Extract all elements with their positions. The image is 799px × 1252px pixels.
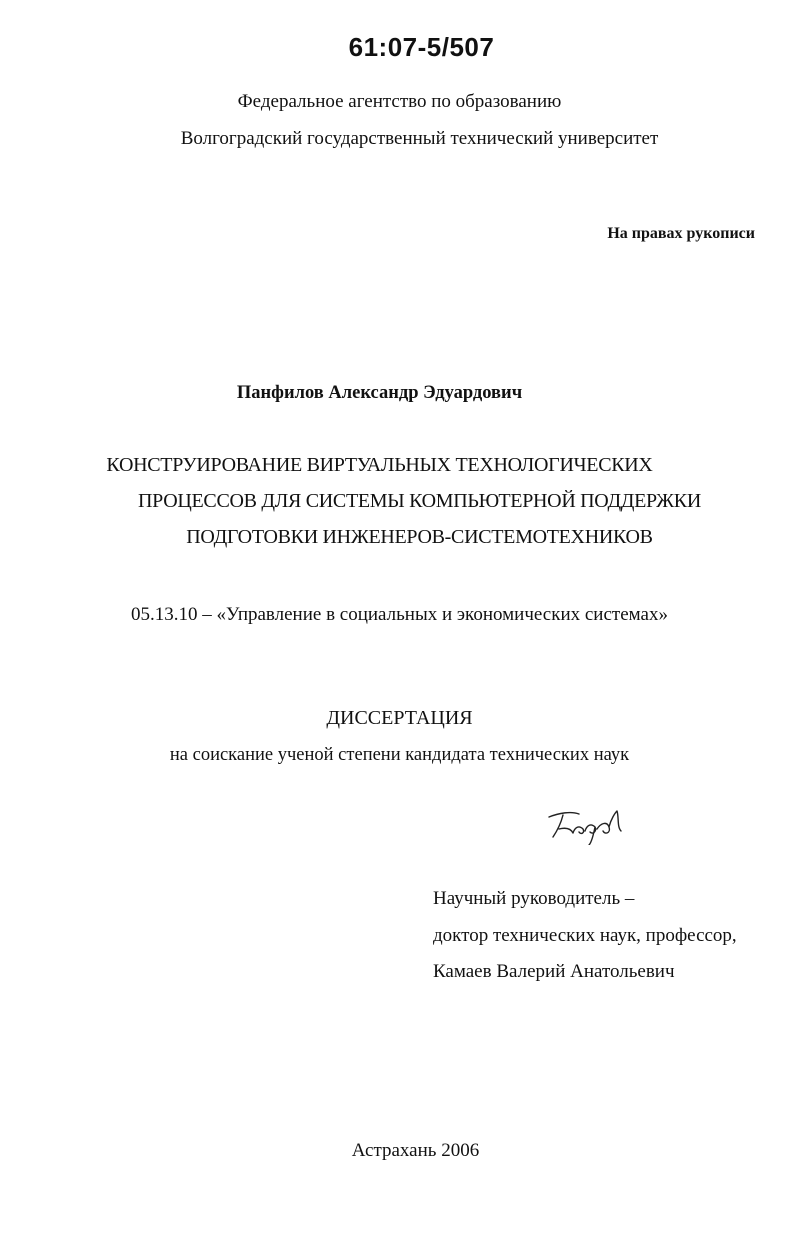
dissertation-title-line: ПРОЦЕССОВ ДЛЯ СИСТЕМЫ КОМПЬЮТЕРНОЙ ПОДДЕРЖКИ — [138, 490, 701, 512]
catalog-number: 61:07-5/507 — [348, 32, 495, 62]
specialty-code: 05.13.10 – «Управление в социальных и экономических системах» — [131, 604, 668, 625]
degree-line: на соискание ученой степени кандидата технических наук — [169, 745, 630, 765]
signature-stroke — [549, 811, 621, 845]
agency-name: Федеральное агентство по образованию — [237, 91, 562, 112]
advisor-role: Научный руководитель – — [433, 888, 635, 909]
university-name: Волгоградский государственный технический университет — [180, 128, 659, 149]
dissertation-title-line: ПОДГОТОВКИ ИНЖЕНЕРОВ-СИСТЕМОТЕХНИКОВ — [186, 526, 653, 548]
dissertation-title-line: КОНСТРУИРОВАНИЕ ВИРТУАЛЬНЫХ ТЕХНОЛОГИЧЕСКИХ — [106, 454, 653, 476]
advisor-credentials: доктор технических наук, профессор, — [433, 925, 737, 946]
manuscript-rights-label: На правах рукописи — [607, 225, 755, 242]
author-signature — [545, 805, 625, 845]
advisor-name: Камаев Валерий Анатольевич — [433, 961, 675, 982]
document-type: ДИССЕРТАЦИЯ — [326, 707, 473, 729]
city-year: Астрахань 2006 — [351, 1140, 480, 1161]
author-name: Панфилов Александр Эдуардович — [236, 383, 523, 403]
